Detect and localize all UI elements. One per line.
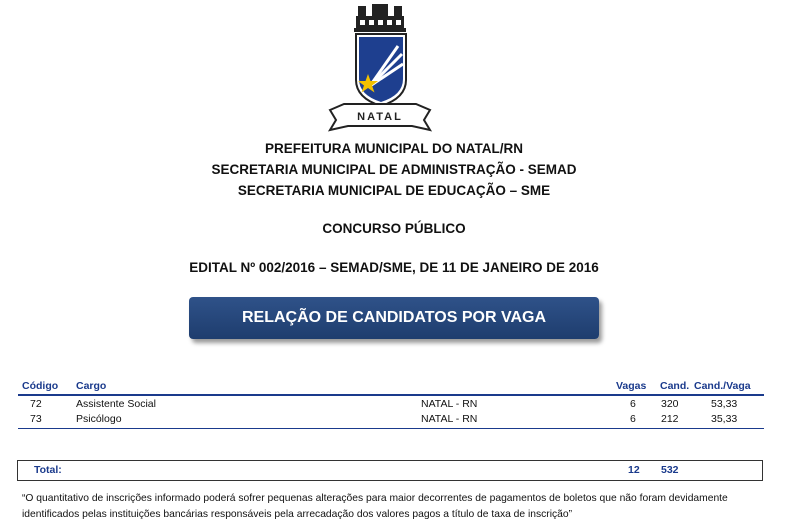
crest-ribbon [330, 104, 430, 130]
table-header-divider [18, 394, 764, 396]
row-vagas: 6 [630, 413, 636, 425]
row-cand-vaga: 53,33 [711, 398, 738, 410]
column-header-codigo: Código [22, 380, 59, 392]
row-cand: 320 [661, 398, 679, 410]
header-line-prefeitura: PREFEITURA MUNICIPAL DO NATAL/RN [265, 141, 523, 156]
column-header-cand: Cand. [660, 380, 690, 392]
mural-crown-icon [354, 4, 406, 32]
row-local: NATAL - RN [421, 398, 478, 410]
row-cand-vaga: 35,33 [711, 413, 738, 425]
row-cargo: Psicólogo [76, 413, 122, 425]
report-title-banner [189, 297, 599, 339]
footnote: “O quantitativo de inscrições informado poderá sofrer pequenas alterações para maior decorrentes de pagamentos de boletos que não foram devidamente identificados pelas instituições bancárias responsáveis pela arrecadação dos valores pagos a título de taxa de inscrição” [22, 493, 728, 520]
total-vagas: 12 [628, 464, 640, 476]
total-row [17, 460, 763, 481]
crest-ribbon-text: NATAL [357, 111, 403, 123]
column-header-cargo: Cargo [76, 380, 107, 392]
table-bottom-divider [18, 428, 764, 429]
row-codigo: 73 [30, 413, 42, 425]
column-header-cand-vaga: Cand./Vaga [694, 380, 751, 392]
row-vagas: 6 [630, 398, 636, 410]
row-cand: 212 [661, 413, 679, 425]
column-header-vagas: Vagas [616, 380, 647, 392]
header-line-semad: SECRETARIA MUNICIPAL DE ADMINISTRAÇÃO - SEMAD [211, 162, 577, 177]
report-title: RELAÇÃO DE CANDIDATOS POR VAGA [241, 309, 546, 326]
total-cand: 532 [661, 464, 679, 476]
shield-icon [356, 34, 406, 106]
edital-title: EDITAL Nº 002/2016 – SEMAD/SME, DE 11 DE JANEIRO DE 2016 [189, 260, 599, 275]
header-line-sme: SECRETARIA MUNICIPAL DE EDUCAÇÃO – SME [237, 183, 551, 198]
natal-crest-logo [326, 2, 434, 134]
contest-title: CONCURSO PÚBLICO [322, 221, 466, 236]
row-cargo: Assistente Social [76, 398, 156, 410]
row-local: NATAL - RN [421, 413, 478, 425]
total-label: Total: [34, 464, 62, 476]
row-codigo: 72 [30, 398, 42, 410]
